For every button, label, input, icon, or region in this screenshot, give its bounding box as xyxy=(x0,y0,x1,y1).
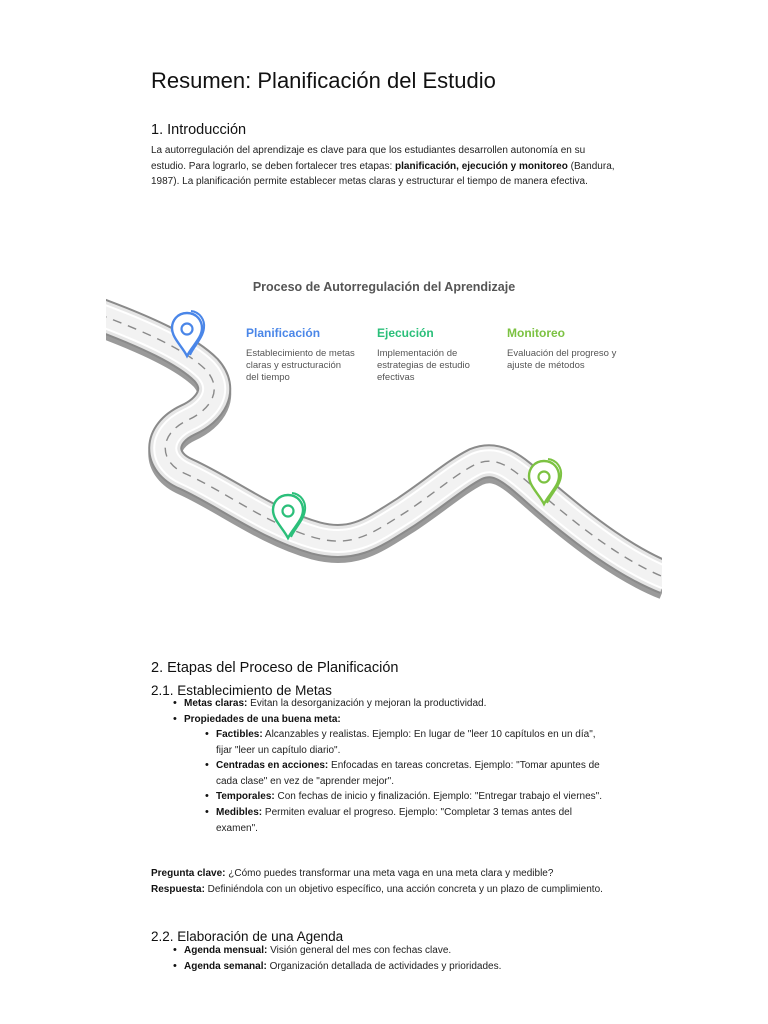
item-label: Medibles: xyxy=(216,806,263,818)
goals-list xyxy=(184,696,614,727)
section2-heading: 2. Etapas del Proceso de Planificación xyxy=(151,660,399,676)
sub2-heading: 2.2. Elaboración de una Agenda xyxy=(151,929,344,944)
list-item xyxy=(184,959,614,975)
goal-properties-list xyxy=(216,727,614,836)
list-item xyxy=(216,758,614,789)
road-illustration xyxy=(106,262,662,602)
intro-paragraph xyxy=(151,143,621,190)
self-regulation-diagram xyxy=(106,262,662,602)
question-text: ¿Cómo puedes transformar una meta vaga en una meta clara y medible? xyxy=(225,868,554,879)
list-item xyxy=(216,727,614,758)
question-label: Pregunta clave: xyxy=(151,868,226,879)
item-label: Centradas en acciones: xyxy=(216,760,329,772)
key-question xyxy=(151,866,613,897)
list-item xyxy=(184,712,614,728)
stage-title: Monitoreo xyxy=(507,326,565,340)
list-item xyxy=(216,805,614,836)
answer-text: Definiéndola con un objetivo específico, una acción concreta y un plazo de cumplimiento. xyxy=(204,883,603,895)
item-label: Factibles: xyxy=(216,729,263,740)
item-text: Visión general del mes con fechas clave. xyxy=(267,945,452,956)
stage-description: Evaluación del progreso y ajuste de métodos xyxy=(507,348,617,371)
intro-text-1: La autorregulación del aprendizaje es clave para que los estudiantes desarrollen autonomía en su estudio. Para lograrlo, se deben fortalecer tres etapas: xyxy=(151,145,586,172)
item-label: Metas claras: xyxy=(184,698,248,709)
intro-text-bold: planificación, ejecución y monitoreo xyxy=(395,160,568,172)
item-text: Con fechas de inicio y finalización. Ejemplo: "Entregar trabajo el viernes". xyxy=(274,791,602,803)
intro-text-2: (Bandura, 1987). La planificación permite establecer metas claras y estructurar el tiempo de manera efectiva. xyxy=(151,160,615,188)
item-text: Organización detallada de actividades y prioridades. xyxy=(266,960,502,972)
item-label: Temporales: xyxy=(216,791,275,803)
agenda-list xyxy=(184,943,614,974)
list-item xyxy=(184,696,614,712)
stage-title: Ejecución xyxy=(377,326,434,340)
item-text: Permiten evaluar el progreso. Ejemplo: "Completar 3 temas antes del examen". xyxy=(216,806,572,834)
intro-heading: 1. Introducción xyxy=(151,122,247,138)
stage-description: Implementación de estrategias de estudio efectivas xyxy=(377,348,470,383)
page-title: Resumen: Planificación del Estudio xyxy=(151,68,496,93)
sub1-heading: 2.1. Establecimiento de Metas xyxy=(151,683,332,698)
diagram-title: Proceso de Autorregulación del Aprendizaje xyxy=(252,280,516,294)
list-item xyxy=(184,943,614,959)
stage-title: Planificación xyxy=(246,326,321,340)
item-label: Agenda mensual: xyxy=(184,945,268,956)
stage-monitoreo xyxy=(507,326,617,372)
answer-label: Respuesta: xyxy=(151,883,205,895)
stage-description: Establecimiento de metas claras y estructuración del tiempo xyxy=(246,348,355,383)
list-item xyxy=(216,789,614,805)
item-text: Evitan la desorganización y mejoran la productividad. xyxy=(247,698,487,709)
stage-planificacion xyxy=(246,326,356,384)
item-text: Enfocadas en tareas concretas. Ejemplo: "Tomar apuntes de cada clase" en vez de "aprender mejor". xyxy=(216,760,600,787)
item-text: Alcanzables y realistas. Ejemplo: En lugar de "leer 10 capítulos en un día", fijar "leer un capítulo diario". xyxy=(216,729,596,756)
stage-ejecucion xyxy=(377,326,487,384)
item-label: Agenda semanal: xyxy=(184,960,267,972)
item-label: Propiedades de una buena meta: xyxy=(184,713,341,725)
